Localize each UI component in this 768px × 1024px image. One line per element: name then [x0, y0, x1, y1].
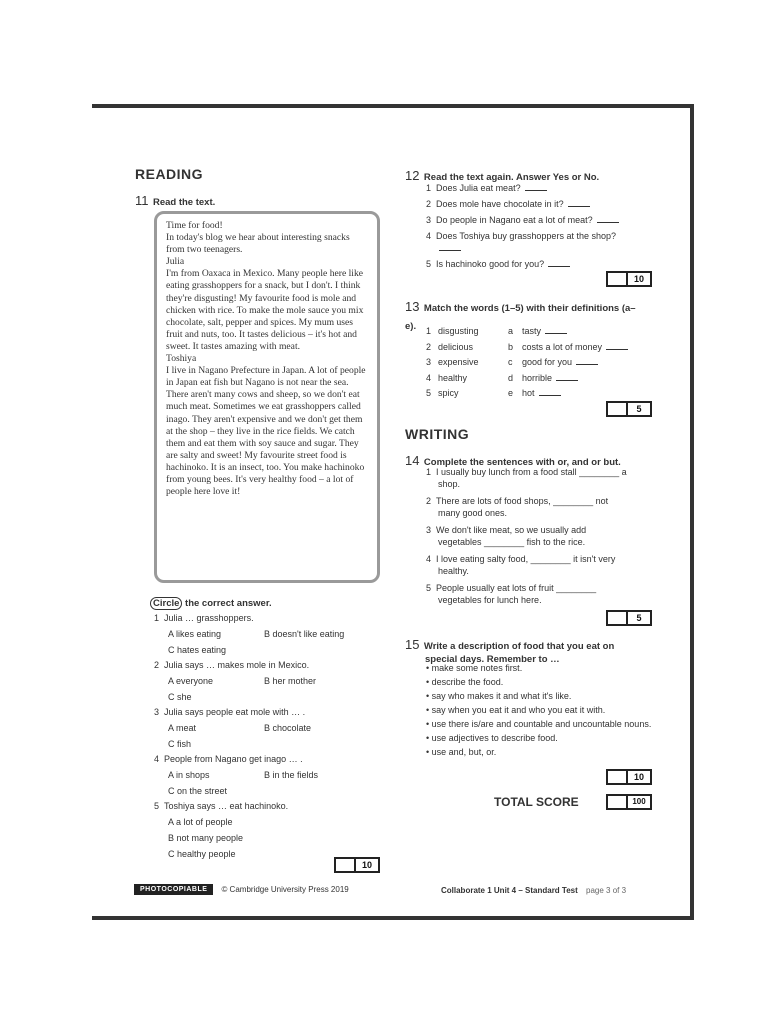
story-paragraph-toshiya: I live in Nagano Prefecture in Japan. A lot of people in Japan eat fish but Nagano is not near the sea. There aren't many cows and sheep, so we don't eat much meat. Sometimes we eat grasshoppers called inago. They aren't expensive and we don't get them at the shop – they live in the rice fields. We catch them and eat them with soy sauce and sugar. They are salty and sweet! My favourite street food is hachinoko. It is an insect, too. You make hachinoko from young bees. It's very healthy food – a lot of people here love it!: [166, 365, 366, 498]
q12-number: 12: [405, 168, 420, 183]
q13-score-value: 5: [626, 403, 650, 415]
q11-title: Read the text.: [152, 197, 216, 208]
mcq-number: 3: [154, 707, 160, 717]
q13-definition: horrible: [522, 372, 553, 383]
option-c[interactable]: C hates eating: [168, 645, 227, 655]
option-b[interactable]: B in the fields: [264, 770, 319, 780]
story-name-toshiya: Toshiya: [166, 353, 197, 365]
mcq-number: 4: [154, 754, 160, 764]
mcq-item: [154, 612, 384, 659]
q14-text: People usually eat lots of fruit ________: [436, 583, 597, 593]
q13-number: 13: [405, 299, 420, 314]
reading-score-box[interactable]: [334, 857, 380, 873]
q15-title-line1: Write a description of food that you eat on: [423, 641, 615, 652]
mcq-question: Julia … grasshoppers.: [164, 613, 254, 623]
q15-score-box[interactable]: [606, 769, 652, 785]
bullet-item: • say when you eat it and who you eat it with.: [426, 705, 606, 715]
q13-item: [426, 341, 656, 357]
q12-item: [426, 230, 656, 242]
footer-right: [441, 886, 626, 895]
q13-item: [426, 372, 656, 388]
q13-word: healthy: [438, 372, 468, 383]
bullet-text: use and, but, or.: [431, 747, 497, 757]
bullet-item: • make some notes first.: [426, 663, 523, 673]
mcq-item: [154, 659, 384, 706]
option-b[interactable]: B chocolate: [264, 723, 312, 733]
q13-item: [426, 356, 656, 372]
bullet-text: describe the food.: [431, 677, 504, 687]
q13-word: disgusting: [438, 326, 479, 336]
bullet-text: use there is/are and countable and uncountable nouns.: [431, 719, 652, 729]
q12-item-number: 3: [426, 215, 432, 225]
option-c[interactable]: C on the street: [168, 786, 228, 796]
q11-number: 11: [135, 193, 149, 208]
story-intro: In today's blog we hear about interesting snacks from two teenagers.: [166, 232, 350, 256]
q14-text-cont: many good ones.: [438, 508, 508, 518]
q13-score-box[interactable]: [606, 401, 652, 417]
story-name-julia: Julia: [166, 256, 185, 268]
q14-text: I love eating salty food, ________ it isn't very: [436, 554, 616, 564]
q14-text: I usually buy lunch from a food stall ________ a: [436, 467, 627, 477]
answer-blank[interactable]: [556, 380, 578, 381]
q12-score-box[interactable]: [606, 271, 652, 287]
total-score-label: TOTAL SCORE: [494, 795, 579, 809]
bullet-item: • describe the food.: [426, 677, 504, 687]
q14-num: 4: [426, 554, 432, 564]
q14-number: 14: [405, 453, 420, 468]
q13-definition: hot: [522, 388, 535, 398]
answer-blank[interactable]: [525, 190, 547, 191]
q14-num: 1: [426, 467, 432, 477]
q14-text-cont: healthy.: [438, 566, 469, 576]
q14-item: [426, 582, 661, 611]
answer-blank[interactable]: [597, 222, 619, 223]
writing-heading: WRITING: [405, 426, 470, 442]
option-c[interactable]: C fish: [168, 739, 192, 749]
q12-item-number: 1: [426, 183, 432, 193]
footer-left: [134, 884, 349, 895]
story-title: Time for food!: [166, 220, 223, 231]
q12-item-number: 5: [426, 259, 432, 269]
q14-text: There are lots of food shops, ________ not: [436, 496, 609, 506]
q14-num: 2: [426, 496, 432, 506]
q13-word: spicy: [438, 388, 459, 398]
q12-item: [426, 214, 656, 226]
mcq-number: 5: [154, 801, 160, 811]
bullet-item: • use there is/are and countable and uncountable nouns.: [426, 719, 652, 729]
q14-item: [426, 524, 661, 553]
q12-list: [426, 182, 656, 270]
q15-score-value: 10: [626, 771, 650, 783]
total-score-box[interactable]: [606, 794, 652, 810]
q15-title-line2: special days. Remember to …: [425, 654, 560, 665]
q12-item-text: Does Toshiya buy grasshoppers at the shop?: [436, 231, 616, 241]
q13-letter: b: [508, 341, 514, 352]
q12-item-text: Is hachinoko good for you?: [436, 259, 545, 269]
q13-title: Match the words (1–5) with their definitions (a–e).: [405, 303, 636, 332]
mcq-question: Julia says … makes mole in Mexico.: [164, 660, 310, 670]
q13-letter: d: [508, 372, 514, 383]
q13-definition: tasty: [522, 326, 542, 336]
q14-text-cont: vegetables ________ fish to the rice.: [438, 537, 586, 547]
q14-score-box[interactable]: [606, 610, 652, 626]
q14-text: We don't like meat, so we usually add: [436, 525, 587, 535]
q12-item-number: 2: [426, 199, 432, 209]
option-b[interactable]: B not many people: [168, 833, 244, 843]
bullet-item: • say who makes it and what it's like.: [426, 691, 572, 701]
mcq-number: 2: [154, 660, 160, 670]
reading-heading: READING: [135, 166, 204, 182]
q13-num: 1: [426, 326, 432, 336]
q13-definition: good for you: [522, 357, 573, 367]
answer-blank[interactable]: [568, 206, 590, 207]
q13-word: expensive: [438, 357, 479, 367]
story-paragraph-julia: I'm from Oaxaca in Mexico. Many people here like eating grasshoppers for a snack, but I don't. I think they're disgusting! My favourite food is mole and chicken with rice. To make the mole sauce you mix chocolate, salt, pepper and spices. My mum uses fruit and nuts, too. It tastes delicious – it's hot and sweet. It tastes amazing with meat.: [166, 268, 364, 352]
option-a[interactable]: A in shops: [168, 770, 210, 780]
total-score-value: 100: [626, 796, 650, 808]
bullet-text: say who makes it and what it's like.: [431, 691, 572, 701]
q13-word: delicious: [438, 341, 474, 352]
answer-blank[interactable]: [545, 333, 567, 334]
answer-blank[interactable]: [548, 266, 570, 267]
q12-item-number: 4: [426, 231, 432, 241]
q14-score-value: 5: [626, 612, 650, 624]
q12-title: Read the text again. Answer Yes or No.: [423, 172, 600, 183]
q13-letter: c: [508, 357, 513, 367]
option-a[interactable]: A likes eating: [168, 629, 222, 639]
mcq-item: [154, 753, 384, 800]
q12-item: [426, 258, 656, 270]
q13-definition: costs a lot of money: [522, 341, 603, 352]
page-number: page 3 of 3: [586, 886, 627, 895]
q13-num: 4: [426, 372, 432, 383]
q14-text-cont: shop.: [438, 479, 461, 489]
option-a[interactable]: A meat: [168, 723, 197, 733]
mcq-question: Julia says people eat mole with … .: [164, 707, 306, 717]
answer-blank[interactable]: [576, 364, 598, 365]
answer-blank[interactable]: [539, 395, 561, 396]
bullet-item: • use adjectives to describe food.: [426, 733, 558, 743]
q14-item: [426, 553, 661, 582]
bullet-item: • use and, but, or.: [426, 747, 497, 757]
story-box: [154, 211, 380, 583]
bullet-text: say when you eat it and who you eat it with.: [431, 705, 606, 715]
q12-item: [426, 182, 656, 194]
q13-list: [426, 325, 656, 403]
q14-title: Complete the sentences with or, and or but.: [423, 457, 621, 468]
q13-num: 2: [426, 341, 432, 352]
circle-word: Circle: [150, 597, 182, 610]
q12-item-4-blank-row: [426, 242, 656, 254]
q15-number: 15: [405, 637, 420, 652]
bullet-text: make some notes first.: [431, 663, 523, 673]
q13-letter: a: [508, 326, 514, 336]
circle-rest: the correct answer.: [182, 598, 272, 609]
option-a[interactable]: A everyone: [168, 676, 214, 686]
circle-instruction: [150, 598, 272, 609]
reading-score-value: 10: [354, 859, 378, 871]
mcq-item: [154, 706, 384, 753]
q14-num: 5: [426, 583, 432, 593]
q15-bullets: [426, 662, 656, 760]
copyright-text: © Cambridge University Press 2019: [221, 885, 349, 894]
q14-num: 3: [426, 525, 432, 535]
q11-header: [135, 192, 215, 210]
q12-item: [426, 198, 656, 210]
answer-blank[interactable]: [606, 349, 628, 350]
bullet-text: use adjectives to describe food.: [431, 733, 558, 743]
photocopiable-badge: PHOTOCOPIABLE: [134, 884, 213, 895]
q14-item: [426, 495, 661, 524]
q13-letter: e: [508, 388, 514, 398]
mcq-number: 1: [154, 613, 160, 623]
q12-item-text: Does Julia eat meat?: [436, 183, 521, 193]
q12-score-value: 10: [626, 273, 650, 285]
option-c[interactable]: C healthy people: [168, 849, 236, 859]
mcq-item: [154, 800, 384, 859]
mcq-question: People from Nagano get inago … .: [164, 754, 303, 764]
mcq-question: Toshiya says … eat hachinoko.: [164, 801, 289, 811]
q12-item-text: Does mole have chocolate in it?: [436, 199, 564, 209]
q13-num: 5: [426, 388, 432, 398]
q15-header: [405, 636, 645, 665]
option-b[interactable]: B doesn't like eating: [264, 629, 345, 639]
q14-list: [426, 466, 661, 611]
answer-blank[interactable]: [439, 250, 461, 251]
course-label: Collaborate 1 Unit 4 – Standard Test: [441, 886, 578, 895]
q14-item: [426, 466, 661, 495]
option-a[interactable]: A a lot of people: [168, 817, 233, 827]
mcq-list: [154, 612, 384, 859]
q12-item-text: Do people in Nagano eat a lot of meat?: [436, 215, 593, 225]
q14-text-cont: vegetables for lunch here.: [438, 595, 542, 605]
option-c[interactable]: C she: [168, 692, 192, 702]
q13-item: [426, 325, 656, 341]
q13-num: 3: [426, 357, 432, 367]
option-b[interactable]: B her mother: [264, 676, 317, 686]
